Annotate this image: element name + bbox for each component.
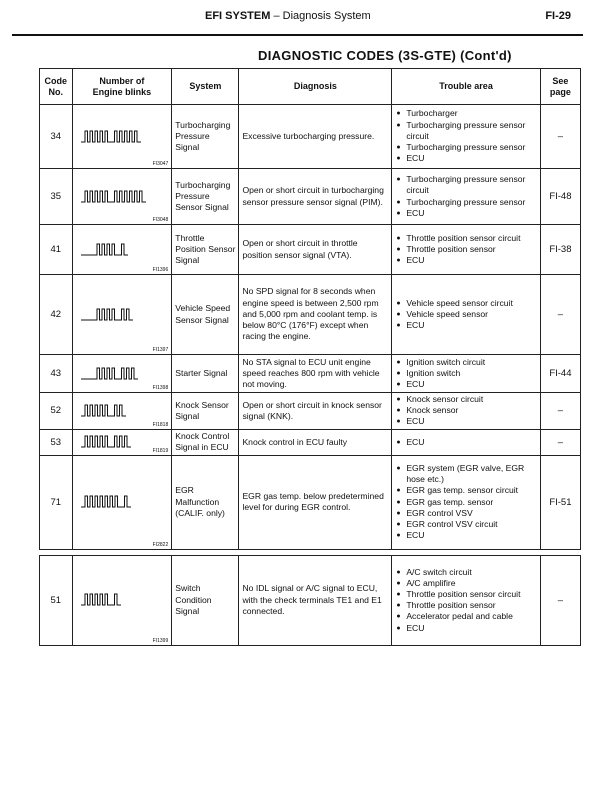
- trouble-area-list: [395, 298, 537, 332]
- trouble-area-list: [395, 567, 537, 634]
- system-cell: Turbocharging Pressure Sensor Signal: [172, 169, 239, 225]
- header-title: [205, 10, 371, 22]
- diagnosis-cell: No STA signal to ECU unit engine speed reaches 800 rpm with vehicle not moving.: [239, 355, 392, 393]
- table-row: [40, 429, 581, 455]
- trouble-area-item: ● ECU: [395, 530, 537, 541]
- trouble-area-item: ● Vehicle speed sensor circuit: [395, 298, 537, 309]
- blink-pattern-line: [81, 131, 141, 142]
- figure-id: FI3047: [152, 161, 169, 167]
- trouble-area-item: ● Ignition switch: [395, 368, 537, 379]
- page-number: FI-29: [545, 10, 571, 22]
- blink-pattern-line: [81, 191, 146, 202]
- trouble-area-item: ● Turbocharging pressure sensor circuit: [395, 120, 537, 142]
- blink-pattern-line: [81, 405, 126, 416]
- trouble-area-item: ● ECU: [395, 379, 537, 390]
- figure-id: FI3048: [152, 217, 169, 223]
- blinks-cell: [72, 393, 172, 430]
- column-header-see: See page: [540, 69, 580, 105]
- see-page-cell: –: [540, 555, 580, 645]
- trouble-area-item: ● ECU: [395, 153, 537, 164]
- trouble-area-item: ● Turbocharging pressure sensor circuit: [395, 174, 537, 196]
- diagnosis-cell: No SPD signal for 8 seconds when engine speed is between 2,500 rpm and 5,000 rpm and coolant temp. is below 80°C (176°F) except when racing the engine.: [239, 275, 392, 355]
- figure-id: FI1396: [152, 267, 169, 273]
- trouble-area-item: ● ECU: [395, 623, 537, 634]
- column-header-system: System: [172, 69, 239, 105]
- see-page-cell: –: [540, 429, 580, 455]
- trouble-area-item: ● EGR gas temp. sensor: [395, 497, 537, 508]
- system-cell: Knock Sensor Signal: [172, 393, 239, 430]
- code-cell: 34: [40, 105, 73, 169]
- table-row: [40, 275, 581, 355]
- code-cell: 41: [40, 225, 73, 275]
- trouble-area-item: ● Vehicle speed sensor: [395, 309, 537, 320]
- trouble-area-list: [395, 463, 537, 541]
- trouble-area-item: ● Turbocharging pressure sensor: [395, 197, 537, 208]
- diagnosis-cell: Open or short circuit in throttle position sensor signal (VTA).: [239, 225, 392, 275]
- see-page-cell: FI-48: [540, 169, 580, 225]
- system-cell: EGR Malfunction (CALIF. only): [172, 455, 239, 549]
- document-title: DIAGNOSTIC CODES (3S-GTE) (Cont'd): [258, 48, 512, 63]
- code-cell: 51: [40, 555, 73, 645]
- blink-pattern-icon: [79, 365, 165, 383]
- table-row: [40, 393, 581, 430]
- trouble-area-cell: [392, 225, 541, 275]
- trouble-area-list: [395, 394, 537, 428]
- trouble-area-cell: [392, 355, 541, 393]
- trouble-area-item: ● ECU: [395, 320, 537, 331]
- table-row: [40, 105, 581, 169]
- trouble-area-cell: [392, 455, 541, 549]
- trouble-area-cell: [392, 555, 541, 645]
- blink-pattern-icon: [79, 241, 165, 259]
- system-cell: Turbocharging Pressure Signal: [172, 105, 239, 169]
- column-header-trouble: Trouble area: [392, 69, 541, 105]
- trouble-area-list: [395, 108, 537, 164]
- trouble-area-item: ● Accelerator pedal and cable: [395, 611, 537, 622]
- table-row: [40, 355, 581, 393]
- figure-id: FI1818: [152, 421, 169, 428]
- trouble-area-item: ● ECU: [395, 437, 537, 448]
- blink-pattern-line: [81, 594, 121, 605]
- trouble-area-cell: [392, 393, 541, 430]
- trouble-area-item: ● Knock sensor circuit: [395, 394, 537, 405]
- blink-pattern-line: [81, 496, 131, 507]
- trouble-area-list: [395, 233, 537, 267]
- blinks-cell: [72, 105, 172, 169]
- diagnosis-cell: No IDL signal or A/C signal to ECU, with the check terminals TE1 and E1 connected.: [239, 555, 392, 645]
- trouble-area-item: ● EGR gas temp. sensor circuit: [395, 485, 537, 496]
- blinks-cell: [72, 455, 172, 549]
- code-cell: 42: [40, 275, 73, 355]
- code-cell: 53: [40, 429, 73, 455]
- trouble-area-item: ● Knock sensor: [395, 405, 537, 416]
- system-cell: Vehicle Speed Sensor Signal: [172, 275, 239, 355]
- trouble-area-item: ● A/C switch circuit: [395, 567, 537, 578]
- system-cell: Switch Condition Signal: [172, 555, 239, 645]
- trouble-area-list: [395, 437, 537, 448]
- trouble-area-item: ● EGR control VSV circuit: [395, 519, 537, 530]
- trouble-area-cell: [392, 429, 541, 455]
- trouble-area-item: ● Turbocharging pressure sensor: [395, 142, 537, 153]
- figure-id: FI1398: [152, 385, 169, 391]
- trouble-area-item: ● Turbocharger: [395, 108, 537, 119]
- column-header-diagnosis: Diagnosis: [239, 69, 392, 105]
- code-cell: 71: [40, 455, 73, 549]
- figure-id: FI1399: [152, 637, 169, 644]
- blinks-cell: [72, 275, 172, 355]
- blink-pattern-icon: [79, 591, 165, 609]
- trouble-area-item: ● Throttle position sensor circuit: [395, 233, 537, 244]
- figure-id: FI1819: [152, 447, 169, 454]
- column-header-blinks: Number of Engine blinks: [72, 69, 172, 105]
- trouble-area-item: ● Ignition switch circuit: [395, 357, 537, 368]
- see-page-cell: FI-38: [540, 225, 580, 275]
- blink-pattern-line: [81, 309, 133, 320]
- table-row: [40, 225, 581, 275]
- trouble-area-item: ● ECU: [395, 208, 537, 219]
- trouble-area-item: ● Throttle position sensor: [395, 244, 537, 255]
- code-cell: 52: [40, 393, 73, 430]
- trouble-area-list: [395, 174, 537, 219]
- blinks-cell: [72, 355, 172, 393]
- trouble-area-cell: [392, 275, 541, 355]
- system-cell: Starter Signal: [172, 355, 239, 393]
- blink-pattern-line: [81, 244, 128, 255]
- blinks-cell: [72, 169, 172, 225]
- trouble-area-item: ● EGR system (EGR valve, EGR hose etc.): [395, 463, 537, 485]
- diagnostic-codes-table: [39, 68, 581, 646]
- trouble-area-item: ● Throttle position sensor: [395, 600, 537, 611]
- blink-pattern-icon: [79, 493, 165, 511]
- page-header: [0, 0, 593, 30]
- blink-pattern-icon: [79, 188, 165, 206]
- see-page-cell: –: [540, 393, 580, 430]
- blink-pattern-line: [81, 368, 138, 379]
- figure-id: FI1397: [152, 347, 169, 353]
- trouble-area-list: [395, 357, 537, 391]
- blink-pattern-line: [81, 436, 131, 447]
- table-row: [40, 555, 581, 645]
- blinks-cell: [72, 555, 172, 645]
- trouble-area-cell: [392, 169, 541, 225]
- blinks-cell: [72, 429, 172, 455]
- header-subtitle: – Diagnosis System: [273, 10, 371, 22]
- table-row: [40, 169, 581, 225]
- table-header-row: [40, 69, 581, 105]
- blink-pattern-icon: [79, 306, 165, 324]
- blinks-cell: [72, 225, 172, 275]
- column-header-code: Code No.: [40, 69, 73, 105]
- trouble-area-item: ● Throttle position sensor circuit: [395, 589, 537, 600]
- diagnosis-cell: Knock control in ECU faulty: [239, 429, 392, 455]
- see-page-cell: FI-51: [540, 455, 580, 549]
- blink-pattern-icon: [79, 402, 165, 420]
- see-page-cell: –: [540, 105, 580, 169]
- blink-pattern-icon: [79, 128, 165, 146]
- trouble-area-item: ● EGR control VSV: [395, 508, 537, 519]
- trouble-area-item: ● A/C amplifire: [395, 578, 537, 589]
- system-cell: Knock Control Signal in ECU: [172, 429, 239, 455]
- table-row: [40, 455, 581, 549]
- code-cell: 43: [40, 355, 73, 393]
- trouble-area-item: ● ECU: [395, 255, 537, 266]
- header-section: EFI SYSTEM: [205, 10, 271, 22]
- figure-id: FI2822: [152, 541, 169, 548]
- trouble-area-item: ● ECU: [395, 416, 537, 427]
- code-cell: 35: [40, 169, 73, 225]
- see-page-cell: –: [540, 275, 580, 355]
- system-cell: Throttle Position Sensor Signal: [172, 225, 239, 275]
- see-page-cell: FI-44: [540, 355, 580, 393]
- diagnosis-cell: Open or short circuit in turbocharging sensor pressure sensor signal (PIM).: [239, 169, 392, 225]
- trouble-area-cell: [392, 105, 541, 169]
- header-rule: [12, 34, 583, 36]
- diagnosis-cell: EGR gas temp. below predetermined level for during EGR control.: [239, 455, 392, 549]
- diagnosis-cell: Excessive turbocharging pressure.: [239, 105, 392, 169]
- diagnosis-cell: Open or short circuit in knock sensor signal (KNK).: [239, 393, 392, 430]
